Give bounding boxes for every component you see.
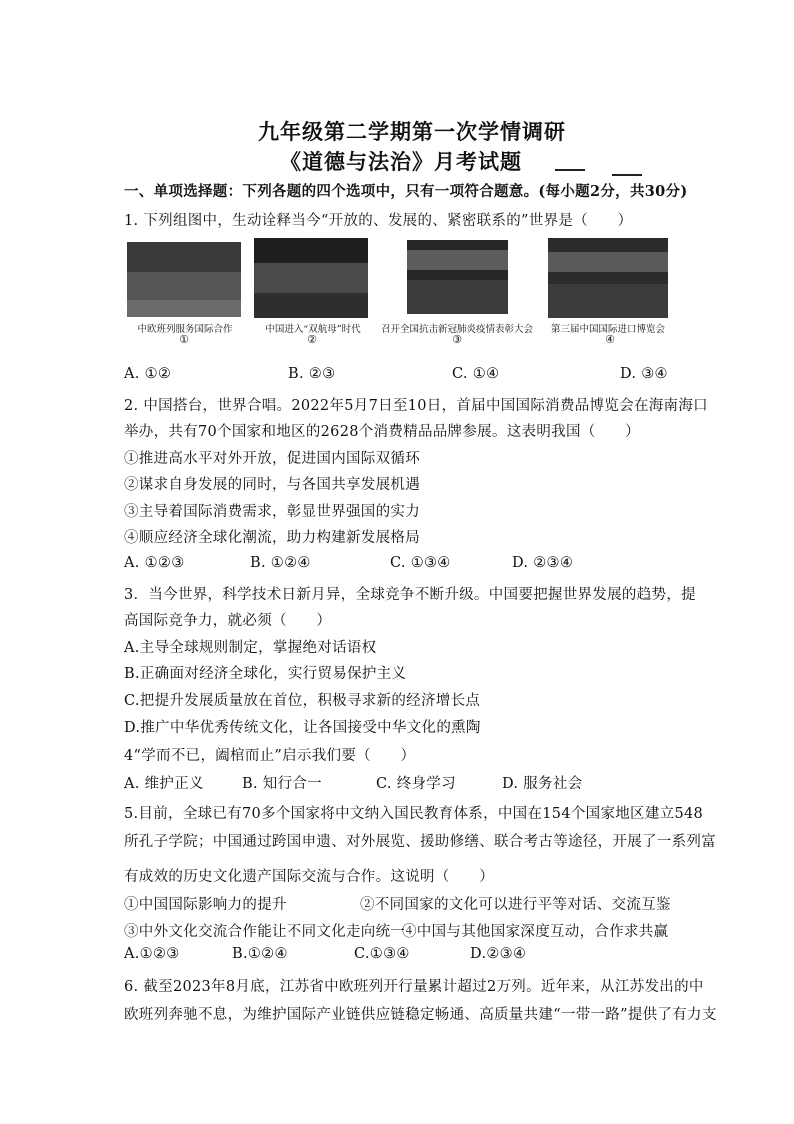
q4-stem: 4“学而不已，阖棺而止”启示我们要（ ） <box>124 748 416 764</box>
q2-stem-line1: 2. 中国搭台，世界合唱。2022年5月7日至10日，首届中国国际消费品博览会在海南海口 <box>124 398 708 414</box>
photo-caption: 第三届中国国际进口博览会 <box>550 324 665 335</box>
q2-item: ④顺应经济全球化潮流，助力构建新发展格局 <box>124 530 420 546</box>
q1-option-b: B. ②③ <box>288 366 336 382</box>
q6-stem-line1: 6. 截至2023年8月底，江苏省中欧班列开行量累计超过2万列。近年来，从江苏发出的中 <box>124 979 704 995</box>
photo-caption: 召开全国抗击新冠肺炎疫情表彰大会 <box>380 324 533 335</box>
q3-option-b: B.正确面对经济全球化，实行贸易保护主义 <box>124 666 407 682</box>
photo-number: ③ <box>452 333 462 346</box>
q1-option-d: D. ③④ <box>620 366 668 382</box>
photo-china-europe-train <box>127 242 241 317</box>
q5-item: ④中国与其他国家深度互动，合作求共赢 <box>402 924 669 940</box>
section-heading: 一、单项选择题：下列各题的四个选项中，只有一项符合题意。(每小题2分，共30分) <box>124 183 688 200</box>
q5-stem-line3: 有成效的历史文化遗产国际交流与合作。这说明（ ） <box>124 869 494 885</box>
q3-option-c: C.把提升发展质量放在首位，积极寻求新的经济增长点 <box>124 693 481 709</box>
q5-item: ③中外文化交流合作能让不同文化走向统一 <box>124 924 406 940</box>
photo-caption: 中国进入“双航母”时代 <box>265 324 361 335</box>
pen-mark <box>612 174 642 176</box>
photo-number: ④ <box>605 333 615 346</box>
q2-item: ③主导着国际消费需求，彰显世界强国的实力 <box>124 504 420 520</box>
q2-option-b: B. ①②④ <box>250 555 311 571</box>
photo-aircraft-carrier <box>254 238 368 318</box>
q5-option-a: A.①②③ <box>124 946 180 962</box>
q5-stem-line1: 5.目前，全球已有70多个国家将中文纳入国民教育体系，中国在154个国家地区建立548 <box>124 806 704 822</box>
pen-mark <box>555 169 585 171</box>
q2-option-a: A. ①②③ <box>124 555 185 571</box>
q2-item: ①推进高水平对外开放，促进国内国际双循环 <box>124 451 420 467</box>
q3-option-a: A.主导全球规则制定，掌握绝对话语权 <box>124 640 377 656</box>
q2-stem-line2: 举办，共有70个国家和地区的2628个消费精品品牌参展。这表明我国（ ） <box>124 424 640 440</box>
q3-stem-line1: 3．当今世界，科学技术日新月异，全球竞争不断升级。中国要把握世界发展的趋势，提 <box>124 587 696 603</box>
q5-stem-line2: 所孔子学院；中国通过跨国申遗、对外展览、援助修缮、联合考古等途径，开展了一系列富 <box>124 834 716 850</box>
q2-item: ②谋求自身发展的同时，与各国共享发展机遇 <box>124 477 420 493</box>
q1-stem: 1. 下列组图中，生动诠释当今“开放的、发展的、紧密联系的”世界是（ ） <box>124 213 633 229</box>
q2-option-d: D. ②③④ <box>512 555 574 571</box>
photo-number: ② <box>307 333 317 346</box>
q4-option-a: A. 维护正义 <box>124 776 204 792</box>
q6-stem-line2: 欧班列奔驰不息，为维护国际产业链供应链稳定畅通、高质量共建“一带一路”提供了有力支 <box>124 1007 717 1023</box>
exam-title-line2: 《道德与法治》月考试题 <box>280 149 522 174</box>
q5-item: ②不同国家的文化可以进行平等对话、交流互鉴 <box>360 897 671 913</box>
photo-number: ① <box>179 333 189 346</box>
q4-option-d: D. 服务社会 <box>502 776 583 792</box>
q3-stem-line2: 高国际竞争力，就必须（ ） <box>124 613 332 629</box>
q4-option-b: B. 知行合一 <box>242 776 322 792</box>
q1-option-a: A. ①② <box>124 366 172 382</box>
q5-option-b: B.①②④ <box>232 946 288 962</box>
q4-option-c: C. 终身学习 <box>376 776 456 792</box>
q1-option-c: C. ①④ <box>452 366 500 382</box>
photo-import-expo <box>548 238 668 318</box>
q2-option-c: C. ①③④ <box>390 555 451 571</box>
photo-commendation-meeting <box>407 240 508 314</box>
q5-item: ①中国国际影响力的提升 <box>124 897 287 913</box>
q5-option-c: C.①③④ <box>354 946 410 962</box>
exam-title-line1: 九年级第二学期第一次学情调研 <box>258 119 566 144</box>
q3-option-d: D.推广中华优秀传统文化，让各国接受中华文化的熏陶 <box>124 720 481 736</box>
photo-caption: 中欧班列服务国际合作 <box>137 324 233 335</box>
q5-option-d: D.②③④ <box>470 946 527 962</box>
